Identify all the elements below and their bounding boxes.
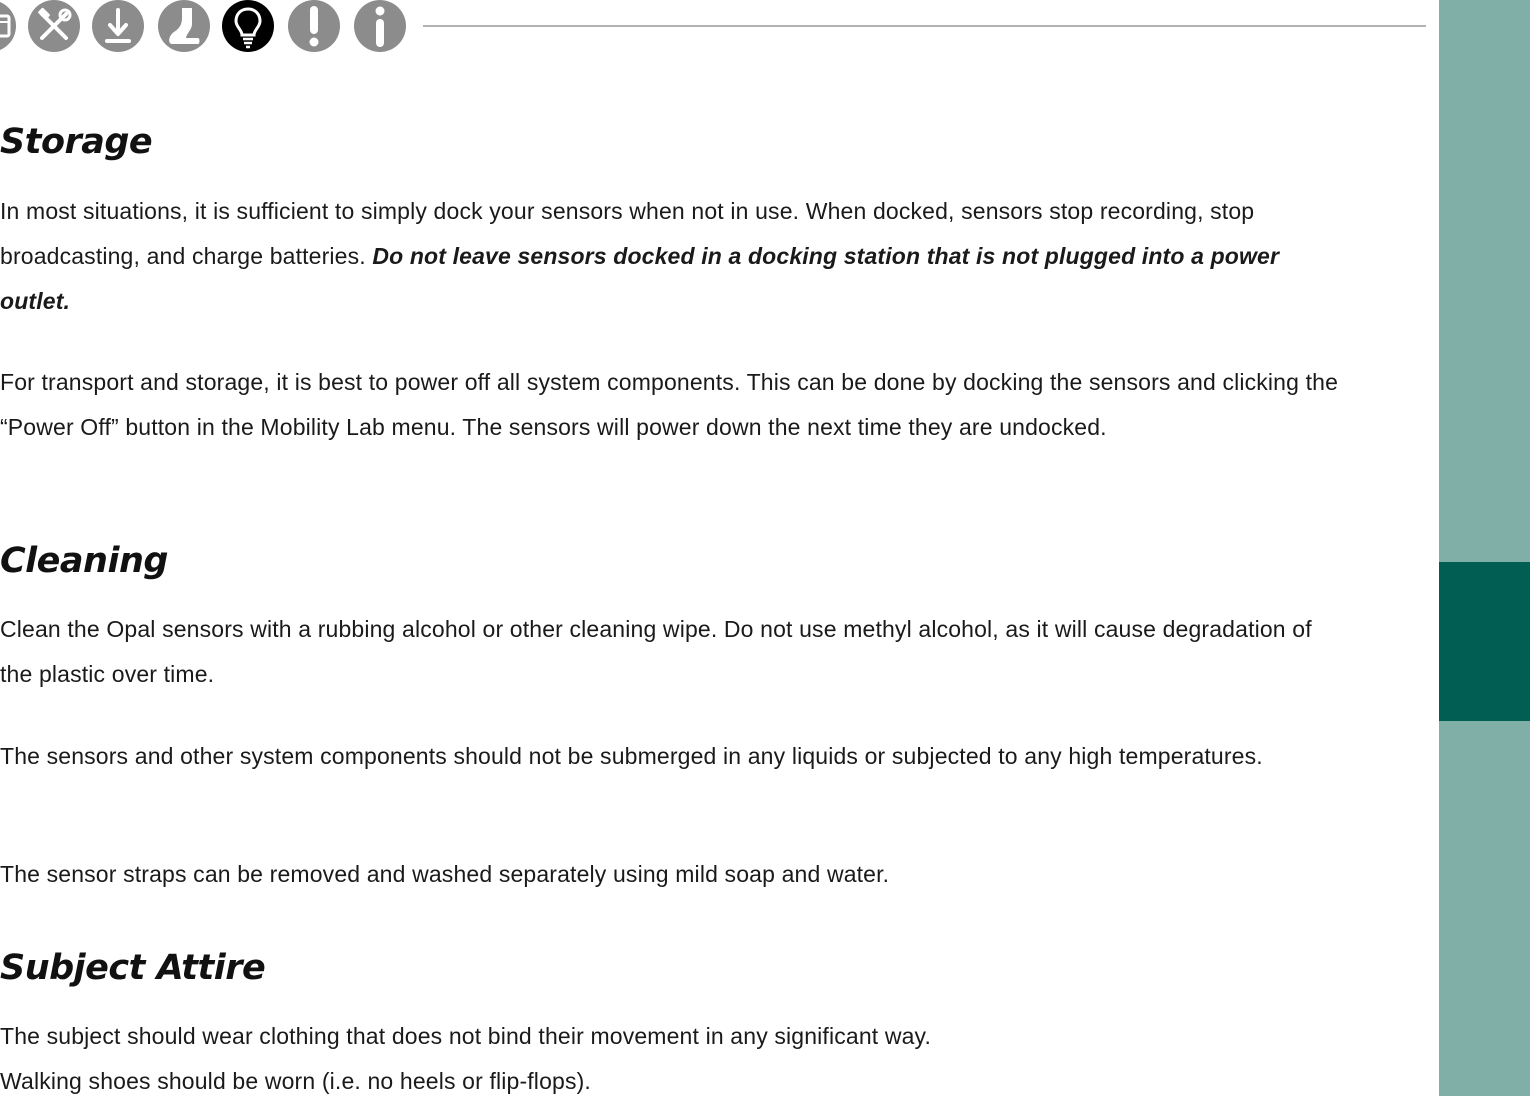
document-icon[interactable]	[0, 0, 16, 52]
chapter-tab-strip	[1439, 0, 1530, 1096]
lightbulb-icon[interactable]	[222, 0, 274, 52]
cleaning-paragraph-3: The sensor straps can be removed and washed separately using mild soap and water.	[0, 861, 890, 887]
info-icon[interactable]	[354, 0, 406, 52]
storage-paragraph-1-text: In most situations, it is sufficient to simply dock your sensors when not in use. When docked, sensors stop recording, stop broadcasting, and charge batteries.	[0, 198, 1255, 269]
storage-heading: Storage	[0, 122, 153, 162]
attire-line-1: The subject should wear clothing that does not bind their movement in any significant way.	[0, 1023, 932, 1049]
storage-paragraph-2: For transport and storage, it is best to power off all system components. This can be done by docking the sensors and clicking the “Power Off” button in the Mobility Lab menu. The sensors will power down the next time they are undocked.	[0, 369, 1339, 440]
download-icon[interactable]	[92, 0, 144, 52]
cleaning-heading: Cleaning	[0, 541, 168, 581]
icon-navigation-bar	[0, 0, 1430, 56]
attire-line-2: Walking shoes should be worn (i.e. no heels or flip-flops).	[0, 1068, 591, 1094]
header-divider	[423, 25, 1426, 27]
storage-warning: Do not leave sensors docked in a docking station that is not plugged into a power outlet.	[0, 243, 1280, 314]
warning-icon[interactable]	[288, 0, 340, 52]
cleaning-paragraph-2: The sensors and other system components should not be submerged in any liquids or subjected to any high temperatures.	[0, 743, 1263, 769]
tools-icon[interactable]	[28, 0, 80, 52]
storage-paragraph-1	[0, 189, 1340, 324]
subject-attire-heading: Subject Attire	[0, 948, 266, 988]
cleaning-paragraph-1: Clean the Opal sensors with a rubbing alcohol or other cleaning wipe. Do not use methyl alcohol, as it will cause degradation of the plastic over time.	[0, 616, 1312, 687]
sensor-icon[interactable]	[158, 0, 210, 52]
chapter-tab-active[interactable]	[1439, 562, 1530, 721]
